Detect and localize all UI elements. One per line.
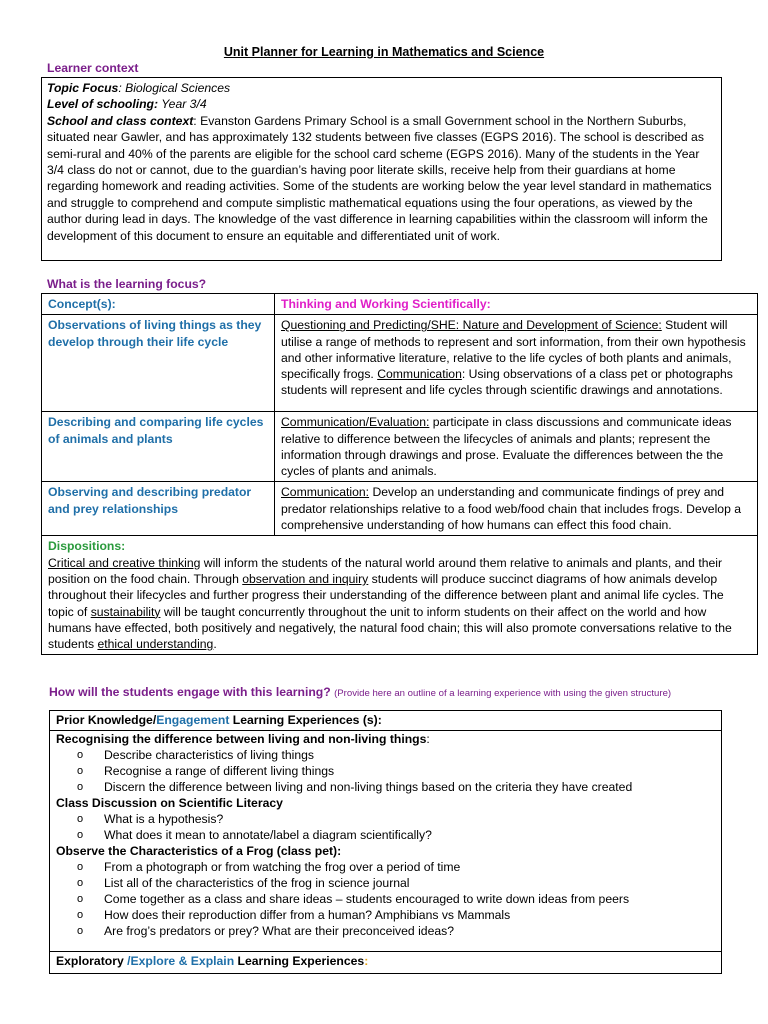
section-heading: Class Discussion on Scientific Literacy	[56, 796, 283, 810]
list-item: o Describe characteristics of living things	[77, 747, 715, 763]
bullet-list	[56, 747, 715, 795]
school-context-label: School and class context	[47, 113, 194, 128]
bullet-list	[56, 811, 715, 843]
prior-knowledge-header: Prior Knowledge/Engagement Learning Experiences (s):	[50, 711, 721, 731]
section-heading: Observe the Characteristics of a Frog (class pet):	[56, 844, 342, 858]
list-item: o List all of the characteristics of the frog in science journal	[77, 875, 715, 891]
list-item: o Are frog’s predators or prey? What are their preconceived ideas?	[77, 923, 715, 939]
list-item: o Come together as a class and share ideas – students encouraged to write down ideas from peers	[77, 891, 715, 907]
dispositions-cell	[42, 536, 758, 655]
level-line	[47, 96, 716, 112]
focus-row	[42, 482, 758, 536]
learner-context-box	[41, 77, 722, 261]
thinking-cell: Questioning and Predicting/SHE: Nature and Development of Science: Student will utilise a range of methods to represent and sort information, from their own hypothesis and other informative literature, relative to the life cycles of both plants and animals, specifically frogs. Communication: Using observations of a class pet or photographs students will represent and life cycles through scientific drawings and annotations.	[275, 315, 758, 412]
list-item: o Recognise a range of different living things	[77, 763, 715, 779]
concept-cell: Describing and comparing life cycles of animals and plants	[42, 412, 275, 482]
thinking-cell: Communication/Evaluation: participate in class discussions and communicate ideas relative to difference between the lifecycles of animals and plants; represent the information through drawings and prose. Evaluate the differences between the the cycles of plants and animals.	[275, 412, 758, 482]
topic-focus-label: Topic Focus	[47, 81, 119, 95]
engagement-instruction: (Provide here an outline of a learning experience with using the given structure)	[334, 688, 672, 699]
concept-header: Concept(s):	[42, 294, 275, 315]
learning-experiences-box	[49, 710, 722, 974]
dispositions-text: Critical and creative thinking will inform the students of the natural world around them relative to animals and plants, and their position on the food chain. Through observation and inquiry students will produce succinct diagrams of how animals develop throughout their lifecycles and further progress their understanding of the difference between plant and animal life cycles. The topic of sustainability will be taught concurrently throughout the unit to inform students on their affect on the world and how humans have effected, both positively and negatively, the natural food chain; this will also promote conversations relative to the students ethical understanding.	[48, 555, 732, 652]
level-value: Year 3/4	[158, 97, 207, 112]
learner-context-label: Learner context	[47, 61, 139, 75]
dispositions-row	[42, 536, 758, 655]
dispositions-label: Dispositions:	[48, 539, 126, 554]
topic-focus-value: : Biological Sciences	[118, 81, 231, 95]
learning-focus-table	[41, 293, 758, 655]
list-item: o From a photograph or from watching the frog over a period of time	[77, 859, 715, 875]
document-title: Unit Planner for Learning in Mathematics and Science	[223, 45, 545, 59]
engagement-label	[49, 685, 671, 699]
learning-focus-label: What is the learning focus?	[47, 277, 207, 291]
school-context-text: : Evanston Gardens Primary School is a small Government school in the Northern Suburbs, situated near Gawler, and has approximately 132 students between five classes (EGPS 2016). The school is described as semi-rural and 40% of the parents are eligible for the school card scheme (EGPS 2016). Many of the students in the Year 3/4 class do not or cannot, due to the guardian’s having poor literate skills, receive help from their guardians at home regarding homework and reading activities. Some of the students are working below the year level standard in mathematics and struggle to comprehend and compute simplistic mathematical equations using the four operations, as viewed by the author during lead in days. The knowledge of the vast difference in learning capabilities within the classroom will inform the development of this document to ensure an equitable and differentiated unit of work.	[47, 113, 712, 243]
concept-cell: Observations of living things as they develop through their life cycle	[42, 315, 275, 412]
list-item: o Discern the difference between living and non-living things based on the criteria they have created	[77, 779, 715, 795]
topic-focus-line	[47, 80, 716, 96]
focus-row	[42, 412, 758, 482]
thinking-cell: Communication: Develop an understanding and communicate findings of prey and predator relationships relative to a food web/food chain that includes frogs. Develop a comprehensive understanding of how humans can effect this food chain.	[275, 482, 758, 536]
engagement-question: How will the students engage with this learning?	[49, 685, 331, 699]
prior-knowledge-body	[50, 731, 721, 939]
section-heading: Recognising the difference between living and non-living things:	[56, 732, 430, 746]
focus-row	[42, 315, 758, 412]
concept-cell: Observing and describing predator and prey relationships	[42, 482, 275, 536]
list-item: o What does it mean to annotate/label a diagram scientifically?	[77, 827, 715, 843]
exploratory-header: Exploratory /Explore & Explain Learning Experiences:	[50, 951, 721, 973]
focus-header-row	[42, 294, 758, 315]
list-item: o How does their reproduction differ from a human? Amphibians vs Mammals	[77, 907, 715, 923]
bullet-list	[56, 859, 715, 939]
school-context-paragraph	[47, 113, 716, 244]
list-item: o What is a hypothesis?	[77, 811, 715, 827]
thinking-header: Thinking and Working Scientifically:	[275, 294, 758, 315]
level-label: Level of schooling:	[47, 97, 159, 112]
